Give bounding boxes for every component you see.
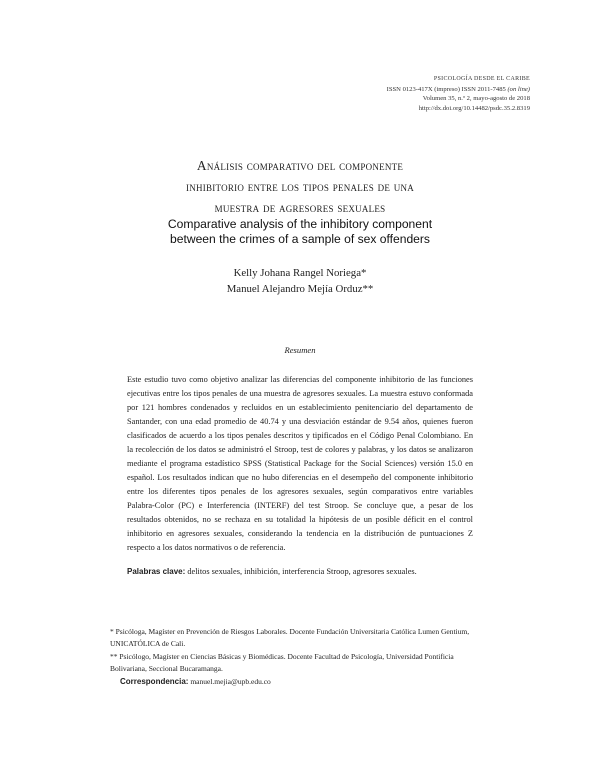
- keywords: [127, 565, 473, 578]
- title-english-line: Comparative analysis of the inhibitory component: [167, 217, 433, 231]
- correspondence-email[interactable]: manuel.mejia@upb.edu.co: [188, 677, 271, 686]
- footnotes: [110, 626, 488, 688]
- issn-online: (on line): [507, 85, 530, 93]
- authors: [150, 266, 450, 297]
- title-english-line: between the crimes of a sample of sex offenders: [170, 232, 430, 246]
- footnote-author-2: ** Psicólogo, Magíster en Ciencias Básicas y Biomédicas. Docente Facultad de Psicología, Universidad Pontificia Bolivariana, Seccional Bucaramanga.: [110, 652, 454, 673]
- journal-volume: Volumen 35, n.º 2, mayo-agosto de 2018: [422, 95, 530, 103]
- title-spanish-line: muestra de agresores sexuales: [214, 200, 386, 215]
- journal-doi[interactable]: http://dx.doi.org/10.14482/psdc.35.2.8319: [418, 104, 530, 112]
- title-english: [120, 217, 480, 247]
- keywords-list: delitos sexuales, inhibición, interferencia Stroop, agresores sexuales.: [185, 567, 417, 576]
- correspondence: [110, 676, 488, 688]
- title-spanish: [130, 155, 470, 218]
- author-2: Manuel Alejandro Mejía Orduz**: [226, 282, 374, 295]
- title-spanish-line: inhibitorio entre los tipos penales de una: [186, 179, 414, 194]
- abstract-text: Este estudio tuvo como objetivo analizar las diferencias del componente inhibitorio de las funciones ejecutivas entre los tipos penales de una muestra de agresores sexuales. La muestra estuvo conformada por 121 hombres condenados y recluidos en un establecimiento penitenciario del departamento de Santander, con una edad promedio de 40.74 y una desviación estándar de 9.54 años, quienes fueron clasificados de acuerdo a los tipos penales descritos y tipificados en el Código Penal Colombiano. En la recolección de los datos se administró el Stroop, test de colores y palabras, y los datos se analizaron mediante el programa estadístico SPSS (Statistical Package for the Social Sciences) versión 15.0 en español. Los resultados indican que no hubo diferencias en el desempeño del componente inhibitorio entre los diferentes tipos penales de los agresores sexuales, según comparativos entre variables Palabra-Color (PC) e Interferencia (INTERF) del test Stroop. Se concluye que, a pesar de los resultados obtenidos, no se rechaza en su totalidad la hipótesis de un posible déficit en el control inhibitorio en agresores sexuales, considerando la tendencia en la distribución de puntuaciones Z respecto a los datos normativos o de referencia.: [127, 375, 473, 552]
- journal-header: [387, 75, 530, 113]
- keywords-label: Palabras clave:: [127, 567, 186, 576]
- author-1: Kelly Johana Rangel Noriega*: [233, 267, 367, 279]
- journal-issn: [387, 85, 530, 95]
- correspondence-label: Correspondencia:: [120, 677, 189, 686]
- title-spanish-line: Análisis comparativo del componente: [196, 158, 404, 173]
- issn-print: ISSN 0123-417X (impreso) ISSN 2011-7485: [386, 85, 508, 93]
- journal-name: PSICOLOGÍA DESDE EL CARIBE: [433, 76, 530, 82]
- abstract-heading: Resumen: [284, 345, 316, 355]
- footnote-author-1: * Psicóloga, Magíster en Prevención de Riesgos Laborales. Docente Fundación Universitaria Católica Lumen Gentium, UNICATÓLICA de Cali.: [110, 627, 470, 648]
